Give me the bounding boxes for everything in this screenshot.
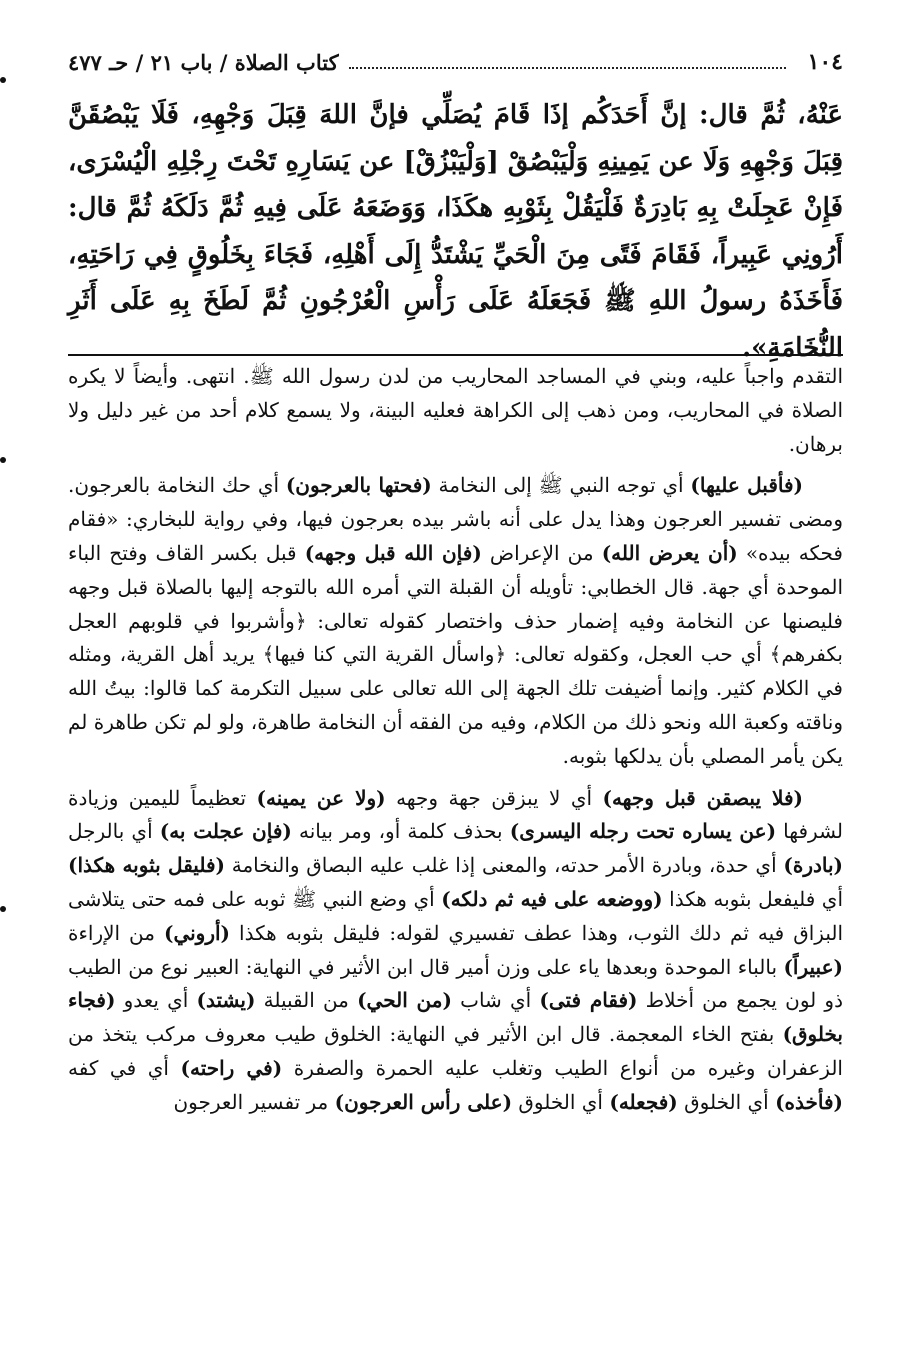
commentary-text: أي شاب xyxy=(451,988,540,1013)
quoted-term: (من الحي) xyxy=(357,988,452,1013)
commentary-text: أي حدة، وبادرة الأمر حدته، والمعنى إذا غلب عليه البصاق والنخامة xyxy=(225,853,784,878)
quoted-term: (يشتد) xyxy=(196,988,256,1013)
commentary-text: من الإراءة xyxy=(68,920,164,945)
commentary-text: أي في كفه xyxy=(68,1055,181,1080)
commentary-text: قبل بكسر القاف وفتح الباء الموحدة أي جهة. قال الخطابي: تأويله أن القبلة التي أمره الله بالتوجه إليها بالصلاة قبل وجهه فليصنها عن النخامة وفيه إضمار حذف واختصار كقوله تعالى: ﴿وأشربوا في قلوبهم العجل بكفرهم﴾ أي حب العجل، وكقوله تعالى: ﴿واسأل القرية التي كنا فيها﴾ يريد أهل القرية، ومثله في الكلام كثير. وإنما أضيفت تلك الجهة إلى الله تعالى على سبيل التكرمة كما قالوا: بيتُ الله وناقته وكعبة الله ونحو ذلك من الكلام، وفيه من الفقه أن النخامة طاهرة، ولو لم تكن طاهرة لم يكن يأمر المصلي بأن يدلكها بثوبه. xyxy=(68,540,843,768)
running-title: كتاب الصلاة / باب ٢١ / حـ ٤٧٧ xyxy=(68,49,339,75)
commentary-paragraph xyxy=(68,360,843,461)
margin-mark xyxy=(0,906,6,912)
commentary-text: أي لا يبزقن جهة وجهه xyxy=(385,785,603,810)
commentary-text: من القبيلة xyxy=(255,988,358,1013)
commentary-text: أي يعدو xyxy=(115,988,197,1013)
quoted-term: (ولا عن يمينه) xyxy=(256,785,386,810)
quoted-term: (عبيراً) xyxy=(783,954,843,979)
quoted-term: (فليقل بثوبه هكذا) xyxy=(68,853,225,878)
commentary-text: أي فليفعل بثوبه هكذا xyxy=(662,886,844,911)
hadith-text: عَنْهُ، ثُمَّ قال: إنَّ أَحَدَكُم إذَا قَامَ يُصَلِّي فإنَّ اللهَ قِبَلَ وَجْهِهِ، فَلَا يَبْصُقَنَّ قِبَلَ وَجْهِهِ وَلَا عن يَمِينِهِ وَلْيَبْصُقْ [وَلْيَبْزُقْ] عن يَسَارِهِ تَحْتَ رِجْلِهِ الْيُسْرَى، فَإِنْ عَجِلَتْ بِهِ بَادِرَةٌ فَلْيَقُلْ بِثَوْبِهِ هكَذَا، وَوَضَعَهُ عَلَى فِيهِ ثُمَّ دَلَكَهُ ثُمَّ قال: أَرُونِي عَبِيراً، فَقَامَ فَتًى مِنَ الْحَيِّ يَشْتَدُّ إِلَى أَهْلِهِ، فَجَاءَ بِخَلُوقٍ فِي رَاحَتِهِ، فَأَخَذَهُ رسولُ اللهِ ﷺ فَجَعَلَهُ عَلَى رَأْسِ الْعُرْجُونِ ثُمَّ لَطَخَ بِهِ عَلَى أَثَرِ النُّخَامَةِ». xyxy=(68,100,843,363)
quoted-term: (فإن الله قبل وجهه) xyxy=(304,540,482,565)
commentary-text: التقدم واجباً عليه، وبني في المساجد المحاريب من لدن رسول الله ﷺ. انتهى. وأيضاً لا يكره الصلاة في المحاريب، ومن ذهب إلى الكراهة فعليه البينة، ولا يسمع كلام أحد من غير دليل ولا برهان. xyxy=(68,364,843,456)
quoted-term: (فإن عجلت به) xyxy=(159,819,292,844)
quoted-term: (عن يساره تحت رجله اليسرى) xyxy=(509,819,777,844)
margin-mark xyxy=(0,457,6,463)
quoted-term: (أروني) xyxy=(163,920,231,945)
commentary xyxy=(68,360,843,1128)
quoted-term: (فحتها بالعرجون) xyxy=(285,473,432,498)
commentary-text: بالباء الموحدة وبعدها ياء على وزن أمير قال ابن الأثير في النهاية: العبير نوع من الطيب ذو لون يجمع من أخلاط xyxy=(68,954,843,1013)
commentary-paragraph xyxy=(68,782,843,1120)
quoted-term: (فأقبل عليها) xyxy=(690,473,803,498)
commentary-text: أي حك النخامة بالعرجون. ومضى تفسير العرجون وهذا يدل على أنه باشر بيده بعرجون فيها، وفي رواية للبخاري: «فقام فحكه بيده» xyxy=(68,473,843,565)
commentary-text: بفتح الخاء المعجمة. قال ابن الأثير في النهاية: الخلوق طيب معروف مركب يتخذ من الزعفران وغيره من أنواع الطيب وتغلب عليه الحمرة والصفرة xyxy=(68,1022,843,1080)
quoted-term: (فجاء بخلوق) xyxy=(68,988,843,1047)
commentary-text: من الإعراض xyxy=(481,540,602,565)
quoted-term: (على رأس العرجون) xyxy=(334,1089,513,1114)
quoted-term: (فلا يبصقن قبل وجهه) xyxy=(602,785,803,810)
page-header xyxy=(68,44,843,80)
quoted-term: (بادرة) xyxy=(783,853,844,878)
quoted-term: (فجعله) xyxy=(609,1089,678,1114)
commentary-text: أي توجه النبي ﷺ إلى النخامة xyxy=(431,473,691,498)
quoted-term: (فأخذه) xyxy=(775,1089,843,1114)
quoted-term: (في راحته) xyxy=(180,1055,283,1080)
header-leader-dots xyxy=(349,67,786,69)
commentary-text: مر تفسير العرجون xyxy=(173,1089,335,1114)
quoted-term: (ووضعه على فيه ثم دلكه) xyxy=(441,886,663,911)
separator-rule xyxy=(68,354,843,356)
margin-mark xyxy=(0,77,6,83)
commentary-text: أي الخلوق xyxy=(512,1089,610,1114)
quoted-term: (أن يعرض الله) xyxy=(601,540,738,565)
commentary-text: بحذف كلمة أو، ومر بيانه xyxy=(291,819,510,844)
page-number: ١٠٤ xyxy=(807,49,843,75)
commentary-text: تعظيماً لليمين وزيادة لشرفها xyxy=(68,785,844,844)
commentary-text: أي بالرجل xyxy=(68,819,160,844)
commentary-text: أي وضع النبي ﷺ ثوبه على فمه حتى يتلاشى البزاق فيه ثم دلك الثوب، وهذا عطف تفسيري لقوله: فليقل بثوبه هكذا xyxy=(68,886,844,945)
commentary-paragraph xyxy=(68,469,843,773)
quoted-term: (فقام فتى) xyxy=(539,988,638,1013)
commentary-text: أي الخلوق xyxy=(677,1089,776,1114)
